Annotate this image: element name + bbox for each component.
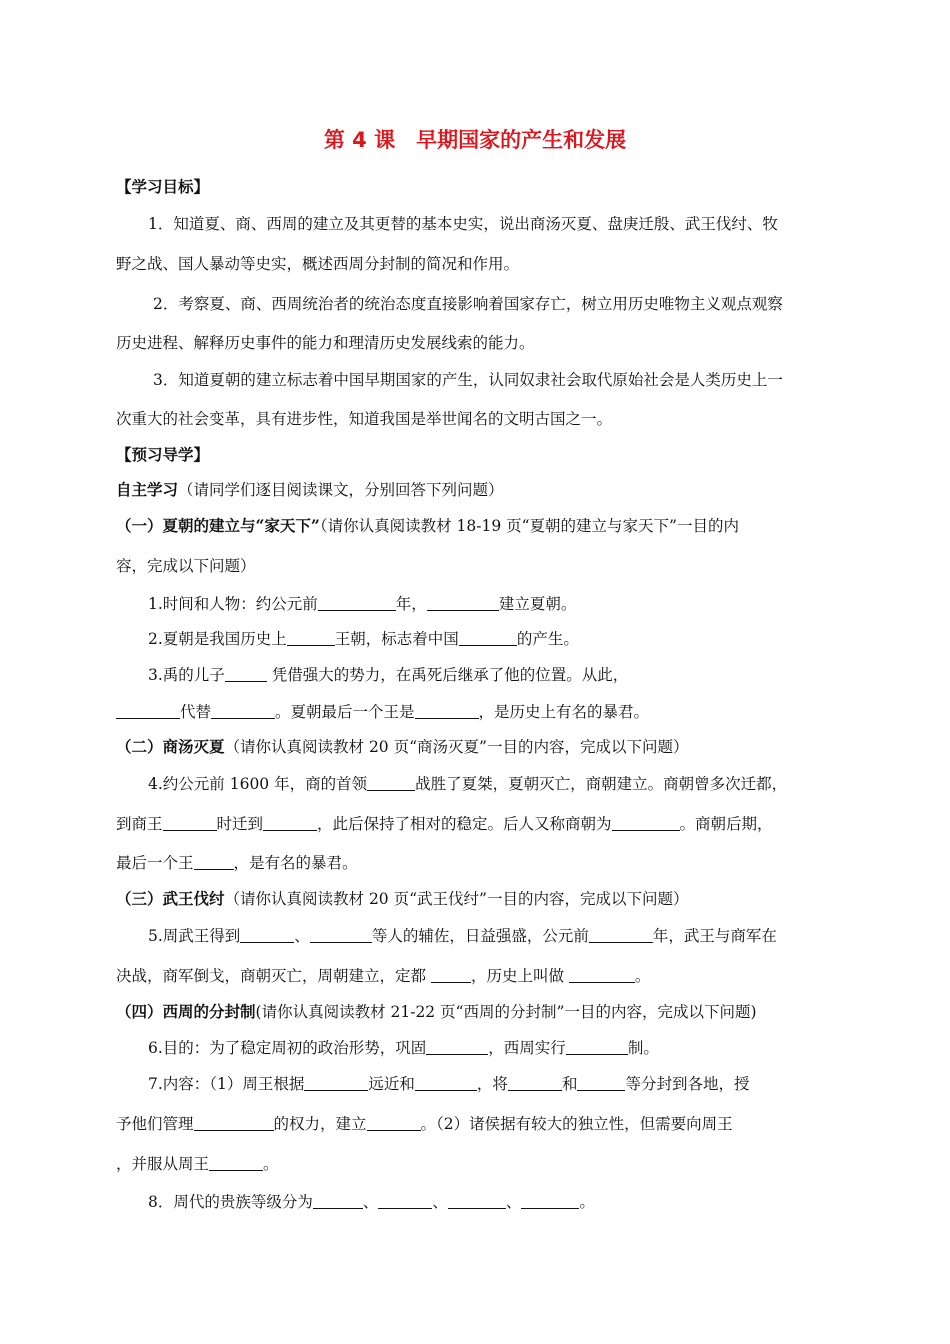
q7-text: 的权力，建立 [273,1115,367,1133]
question-1 [148,594,576,614]
section-2-title: （二）商汤灭夏 [116,737,225,756]
q3-blank-son[interactable] [225,665,267,682]
q4-text: ，是有名的暴君。 [233,854,358,872]
q6-text: 制。 [627,1039,659,1057]
q5-text: 5.周武王得到 [148,927,241,945]
q4-blank-leader[interactable] [367,774,415,791]
q1-blank-person[interactable] [427,594,499,611]
question-7-line-1 [148,1074,749,1094]
q4-text: 到商王 [116,815,163,833]
q4-text: 。商朝后期， [679,815,773,833]
q3-blank-2[interactable] [211,702,275,719]
q3-blank-1[interactable] [116,702,180,719]
q6-blank-2[interactable] [566,1038,628,1055]
q4-text: 4.约公元前 1600 年，商的首领 [148,775,368,793]
section-1-heading [116,516,739,536]
q6-blank-1[interactable] [426,1038,488,1055]
section-1-title: （一）夏朝的建立与“家天下” [116,516,320,535]
q2-blank-2[interactable] [459,629,517,646]
question-8 [148,1192,595,1212]
goal-3-line-1: 3．知道夏朝的建立标志着中国早期国家的产生，认同奴隶社会取代原始社会是人类历史上一 [153,371,783,389]
section-3-heading [116,889,688,909]
question-4-line-1 [148,774,787,794]
q3-text: 凭借强大的势力，在禹死后继承了他的位置。从此， [266,666,629,684]
q3-text: 代替 [180,703,212,721]
q7-blank-5[interactable] [194,1114,274,1131]
q4-blank-king[interactable] [163,814,217,831]
q5-blank-1[interactable] [240,926,294,943]
q7-blank-1[interactable] [304,1074,368,1091]
q7-text: 远近和 [368,1075,415,1093]
question-4-line-2 [116,814,773,834]
self-study-label: 自主学习 [116,480,179,499]
q1-blank-year[interactable] [318,594,396,611]
q4-blank-name[interactable] [612,814,680,831]
q8-text: 。 [579,1193,595,1211]
q8-text: 、 [362,1193,379,1211]
section-3-note: （请你认真阅读教材 20 页“武王伐纣”一目的内容，完成以下问题） [224,890,689,908]
question-2 [148,629,579,649]
q7-text: 7.内容：（1）周王根据 [148,1075,305,1093]
q4-text: 战胜了夏桀，夏朝灭亡，商朝建立。商朝曾多次迁都， [415,775,788,793]
q7-text: 和 [561,1075,578,1093]
q5-blank-capital[interactable] [431,966,471,983]
q4-blank-last-king[interactable] [194,853,234,870]
q2-text: 2.夏朝是我国历史上 [148,630,287,648]
goal-2-line-2: 历史进程、解释历史事件的能力和理清历史发展线索的能力。 [116,334,535,352]
section-4-title: （四）西周的分封制 [116,1002,256,1021]
q7-blank-2[interactable] [415,1074,477,1091]
goal-1-line-1: 1．知道夏、商、西周的建立及其更替的基本史实，说出商汤灭夏、盘庚迁殷、武王伐纣、牧 [148,215,778,233]
q5-blank-year[interactable] [589,926,653,943]
q3-blank-3[interactable] [415,702,479,719]
section-1-note-cont: 容，完成以下问题） [116,557,256,575]
question-5-line-1 [148,926,777,946]
q7-blank-3[interactable] [508,1074,562,1091]
q8-blank-3[interactable] [448,1192,506,1209]
goals-header: 【学习目标】 [116,177,210,196]
q1-text: 年， [395,595,427,613]
goal-3-line-2: 次重大的社会变革，具有进步性，知道我国是举世闻名的文明古国之一。 [116,410,613,428]
q3-text: 3.禹的儿子 [148,666,225,684]
self-study-line [116,480,504,500]
self-study-text: （请同学们逐目阅读课文，分别回答下列问题） [178,481,504,499]
q7-text: ，将 [476,1075,508,1093]
q5-text: 。 [634,967,651,985]
q5-text: 等人的辅佐，日益强盛，公元前 [371,927,589,945]
q6-text: 6.目的：为了稳定周初的政治形势，巩固 [148,1039,427,1057]
q7-text: ，并服从周王 [116,1155,210,1173]
q8-text: 、 [432,1193,448,1211]
question-3-line-2 [116,702,649,722]
q7-blank-4[interactable] [577,1074,625,1091]
q7-blank-7[interactable] [209,1154,263,1171]
q7-text: 。 [263,1155,279,1173]
q5-text: 决战，商军倒戈，商朝灭亡，周朝建立，定都 [116,967,431,985]
q5-blank-called[interactable] [569,966,635,983]
q3-text: 。夏朝最后一个王是 [275,703,415,721]
goal-1-line-2: 野之战、国人暴动等史实，概述西周分封制的简况和作用。 [116,255,520,273]
q5-text: ，历史上叫做 [470,967,569,985]
preview-header: 【预习导学】 [116,445,210,464]
q8-blank-4[interactable] [521,1192,579,1209]
q5-text: 年，武王与商军在 [652,927,777,945]
q6-text: ，西周实行 [488,1039,566,1057]
q7-blank-6[interactable] [367,1114,421,1131]
q2-text: 王朝，标志着中国 [334,630,459,648]
q2-blank-1[interactable] [287,629,335,646]
q1-text: 建立夏朝。 [498,595,577,613]
q3-text: ，是历史上有名的暴君。 [478,703,650,721]
q8-blank-1[interactable] [313,1192,363,1209]
question-4-line-3 [116,853,358,873]
section-4-heading [116,1002,757,1022]
section-4-note: (请你认真阅读教材 21-22 页“西周的分封制”一目的内容，完成以下问题) [255,1003,757,1021]
goal-2-line-1: 2．考察夏、商、西周统治者的统治态度直接影响着国家存亡，树立用历史唯物主义观点观察 [153,295,783,313]
q7-text: 予他们管理 [116,1115,194,1133]
page-title: 第 4 课 早期国家的产生和发展 [323,128,627,152]
q7-text: 等分封到各地，授 [625,1075,750,1093]
q4-blank-place[interactable] [263,814,317,831]
question-5-line-2 [116,966,650,986]
question-7-line-3 [116,1154,279,1174]
question-6 [148,1038,659,1058]
section-2-heading [116,737,688,757]
q8-text: 、 [505,1193,522,1211]
q4-text: 时迁到 [216,815,264,833]
section-1-note: （请你认真阅读教材 18-19 页“夏朝的建立与家天下”一目的内 [319,517,739,535]
section-3-title: （三）武王伐纣 [116,889,225,908]
question-7-line-2 [116,1114,733,1134]
q4-text: ，此后保持了相对的稳定。后人又称商朝为 [317,815,612,833]
q5-blank-2[interactable] [310,926,372,943]
section-2-note: （请你认真阅读教材 20 页“商汤灭夏”一目的内容，完成以下问题） [224,738,689,756]
q1-text: 1.时间和人物：约公元前 [148,595,318,613]
q8-text: 8．周代的贵族等级分为 [148,1193,313,1211]
q7-text: 。（2）诸侯据有较大的独立性，但需要向周王 [420,1115,733,1133]
q8-blank-2[interactable] [378,1192,432,1209]
q2-text: 的产生。 [516,630,579,648]
question-3-line-1 [148,665,628,685]
q5-text: 、 [294,927,310,945]
q4-text: 最后一个王 [116,854,194,872]
